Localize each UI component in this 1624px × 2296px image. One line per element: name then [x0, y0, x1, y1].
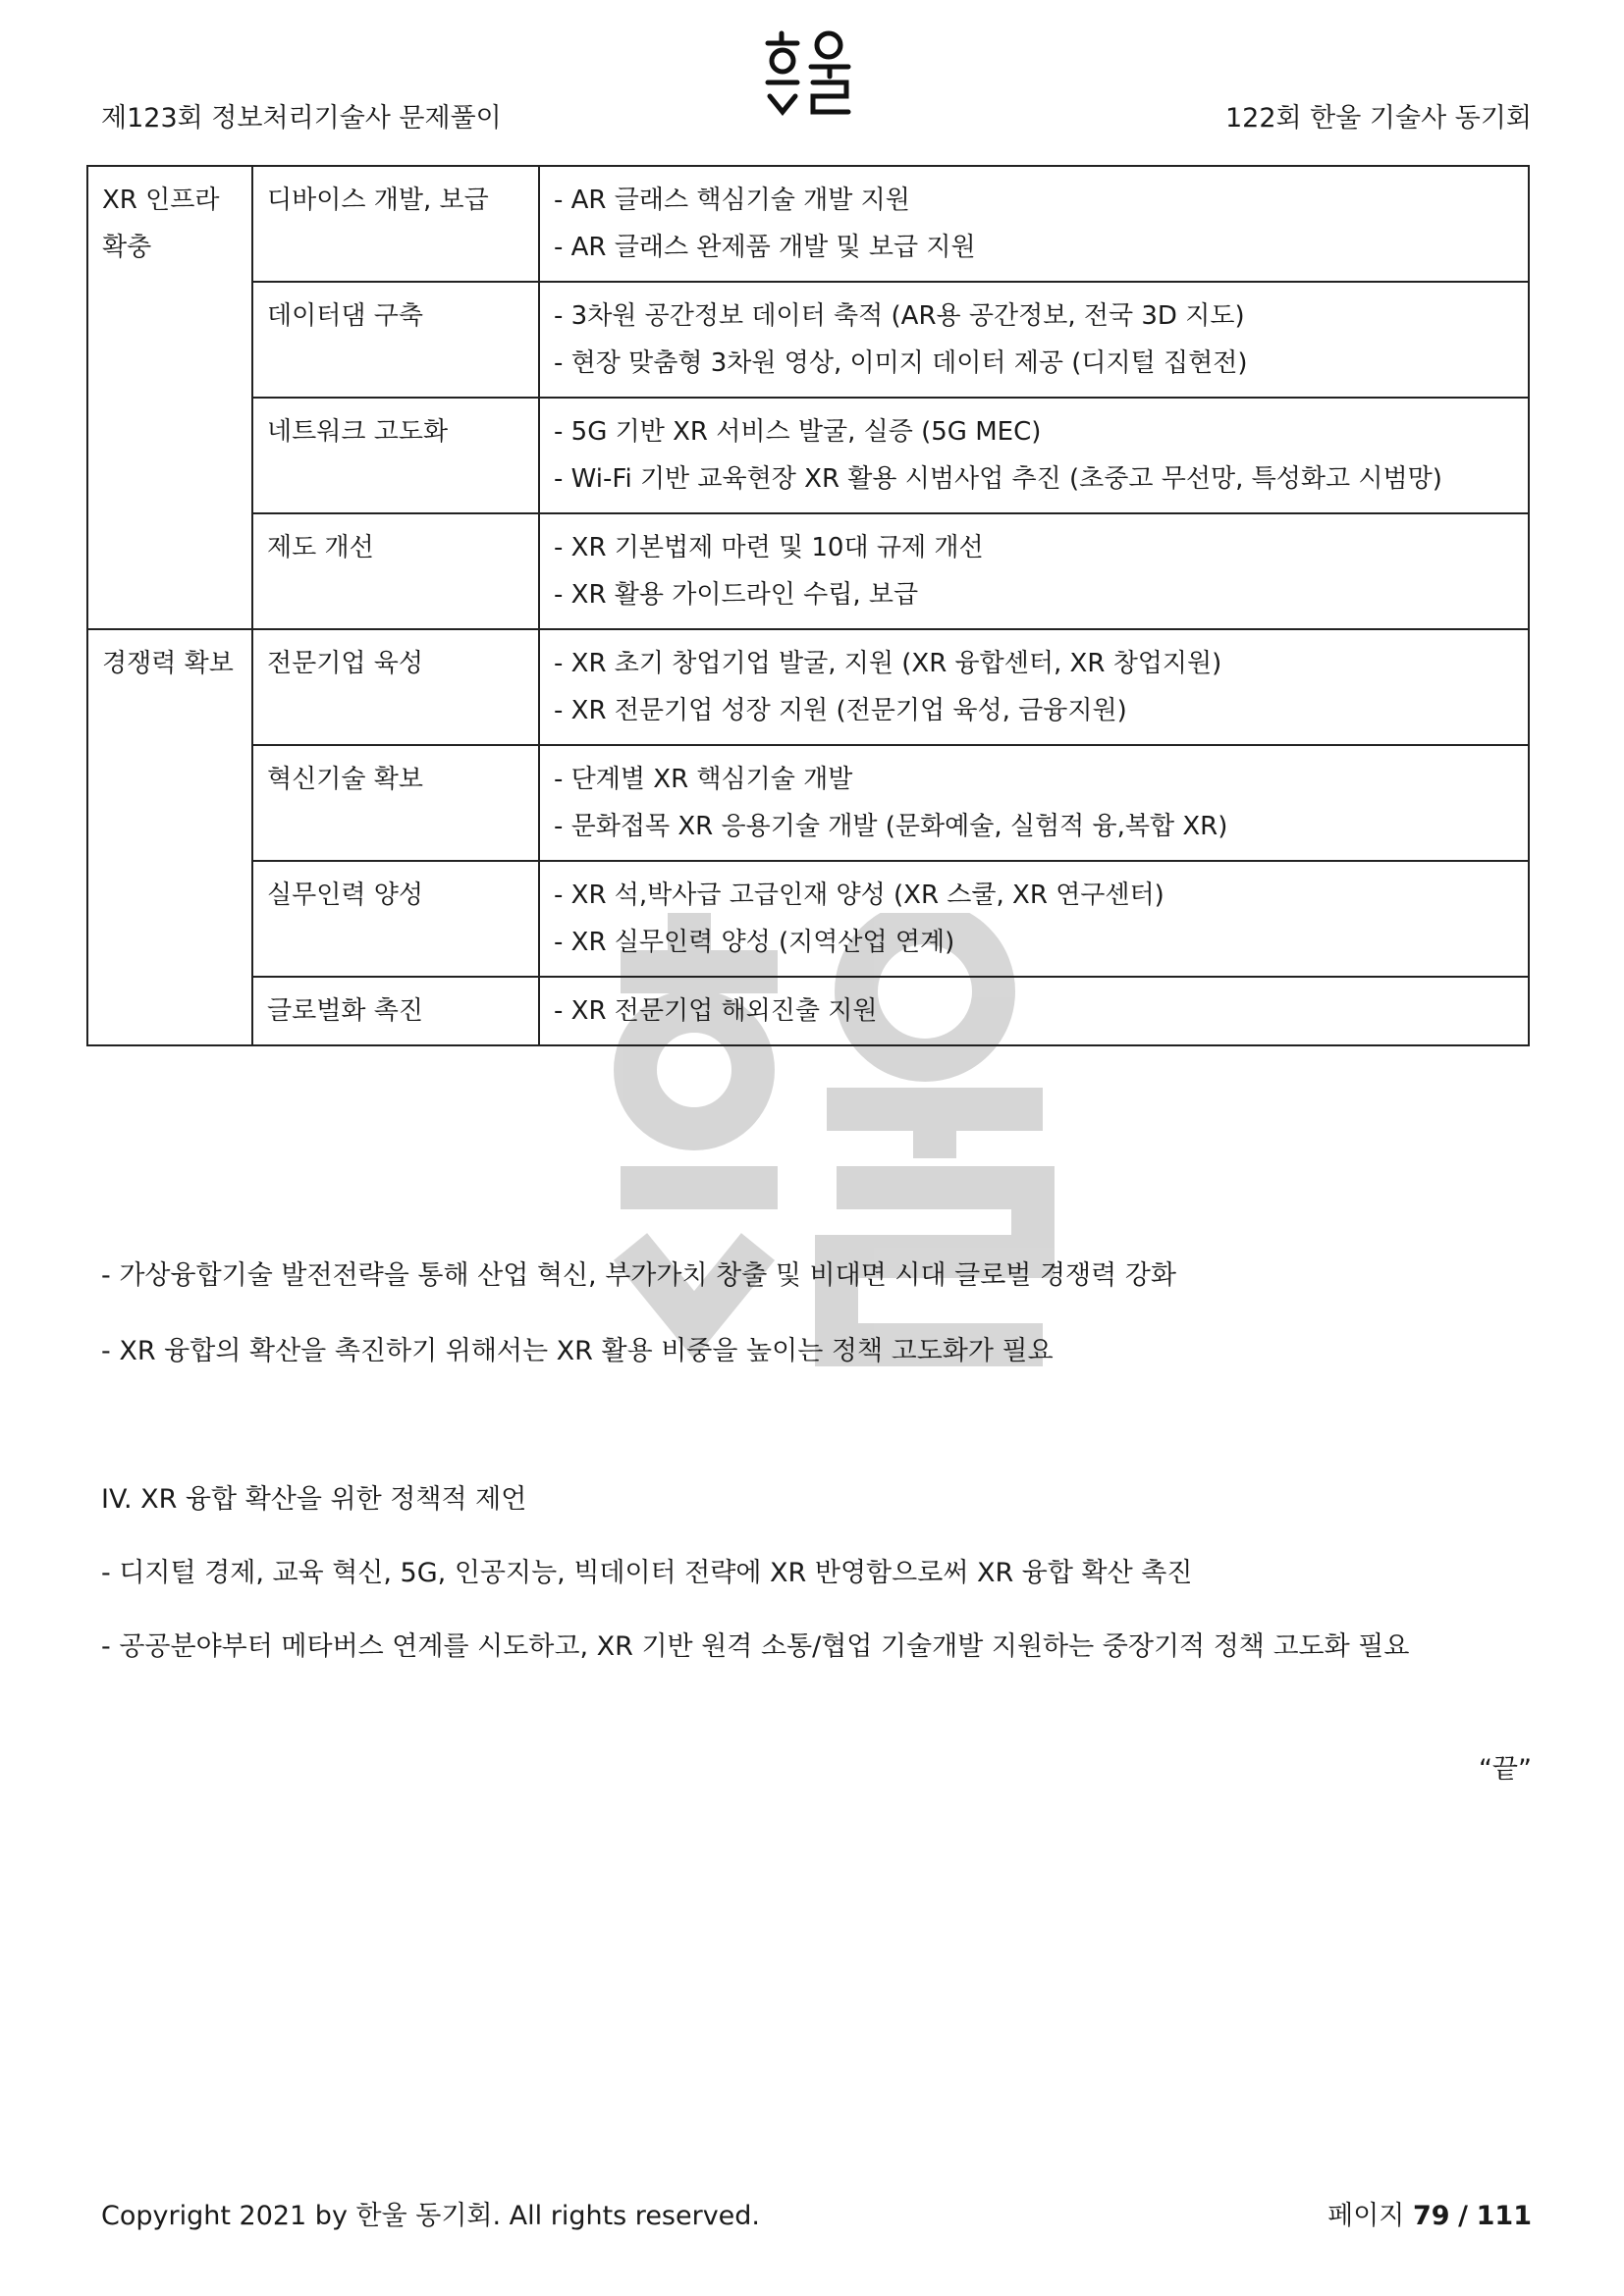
- header-left: 제123회 정보처리기술사 문제풀이: [101, 103, 502, 133]
- table-row: [87, 745, 1529, 861]
- item-cell: 혁신기술 확보: [252, 745, 539, 861]
- table-row: [87, 861, 1529, 977]
- table-row: [87, 282, 1529, 398]
- detail-line: - 5G 기반 XR 서비스 발굴, 실증 (5G MEC): [554, 417, 1042, 447]
- category-cell: 경쟁력 확보: [87, 629, 252, 1045]
- item-cell: 네트워크 고도화: [252, 398, 539, 513]
- detail-line: - 현장 맞춤형 3차원 영상, 이미지 데이터 제공 (디지털 집현전): [554, 348, 1248, 378]
- page-label: 페이지: [1327, 2201, 1405, 2231]
- header-right: 122회 한울 기술사 동기회: [1224, 103, 1532, 133]
- table-row: [87, 166, 1529, 282]
- detail-cell: [539, 629, 1529, 745]
- hanul-logo-icon: [762, 26, 870, 133]
- detail-cell: [539, 977, 1529, 1045]
- detail-line: - AR 글래스 완제품 개발 및 보급 지원: [554, 233, 976, 262]
- detail-line: - XR 석,박사급 고급인재 양성 (XR 스쿨, XR 연구센터): [554, 881, 1164, 910]
- footer-copyright: Copyright 2021 by 한울 동기회. All rights reserved.: [101, 2201, 761, 2231]
- detail-line: - 문화접목 XR 응용기술 개발 (문화예술, 실험적 융,복합 XR): [554, 812, 1228, 841]
- category-cell: XR 인프라 확충: [87, 166, 252, 629]
- section-title: IV. XR 융합 확산을 위한 정책적 제언: [101, 1484, 527, 1515]
- item-cell: 실무인력 양성: [252, 861, 539, 977]
- detail-line: - 3차원 공간정보 데이터 축적 (AR용 공간정보, 전국 3D 지도): [554, 301, 1245, 331]
- detail-line: - 단계별 XR 핵심기술 개발: [554, 765, 853, 794]
- table-row: [87, 513, 1529, 629]
- section-item: - 디지털 경제, 교육 혁신, 5G, 인공지능, 빅데이터 전략에 XR 반영함으로써 XR 융합 확산 촉진: [101, 1558, 1193, 1588]
- item-cell: 제도 개선: [252, 513, 539, 629]
- detail-cell: [539, 166, 1529, 282]
- detail-line: - XR 전문기업 성장 지원 (전문기업 육성, 금융지원): [554, 696, 1127, 725]
- item-cell: 데이터댐 구축: [252, 282, 539, 398]
- detail-line: - XR 실무인력 양성 (지역산업 연계): [554, 928, 955, 957]
- detail-line: - XR 기본법제 마련 및 10대 규제 개선: [554, 533, 984, 562]
- item-cell: 전문기업 육성: [252, 629, 539, 745]
- table-row: [87, 977, 1529, 1045]
- table-row: [87, 398, 1529, 513]
- detail-line: - XR 활용 가이드라인 수립, 보급: [554, 580, 919, 610]
- detail-cell: [539, 745, 1529, 861]
- page-current: 79: [1412, 2201, 1450, 2231]
- detail-line: - XR 초기 창업기업 발굴, 지원 (XR 융합센터, XR 창업지원): [554, 649, 1222, 678]
- detail-line: - Wi-Fi 기반 교육현장 XR 활용 시범사업 추진 (초중고 무선망, 특성화고 시범망): [554, 464, 1442, 494]
- item-cell: 디바이스 개발, 보급: [252, 166, 539, 282]
- item-cell: 글로벌화 촉진: [252, 977, 539, 1045]
- detail-line: - AR 글래스 핵심기술 개발 지원: [554, 186, 910, 215]
- detail-cell: [539, 513, 1529, 629]
- summary-line: - XR 융합의 확산을 촉진하기 위해서는 XR 활용 비중을 높이는 정책 고도화가 필요: [101, 1336, 1054, 1366]
- detail-line: - XR 전문기업 해외진출 지원: [554, 996, 878, 1026]
- detail-cell: [539, 282, 1529, 398]
- page-total: 111: [1476, 2201, 1532, 2231]
- table-row: [87, 629, 1529, 745]
- detail-cell: [539, 398, 1529, 513]
- section-item: - 공공분야부터 메타버스 연계를 시도하고, XR 기반 원격 소통/협업 기술개발 지원하는 중장기적 정책 고도화 필요: [101, 1631, 1410, 1662]
- detail-cell: [539, 861, 1529, 977]
- end-mark: “끝”: [1478, 1754, 1532, 1785]
- page-indicator: [1327, 2194, 1532, 2232]
- page-separator: /: [1458, 2201, 1469, 2231]
- xr-strategy-table: [86, 165, 1530, 1046]
- summary-line: - 가상융합기술 발전전략을 통해 산업 혁신, 부가가치 창출 및 비대면 시대 글로벌 경쟁력 강화: [101, 1260, 1176, 1291]
